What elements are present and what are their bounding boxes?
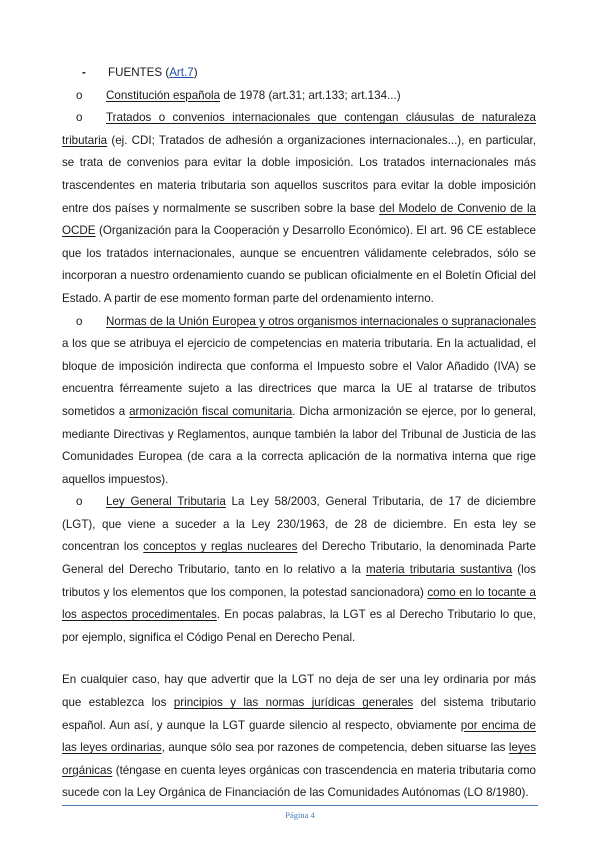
bullet-marker: o <box>76 314 83 328</box>
item-lgt <box>62 491 536 649</box>
item2-text: (ej. CDI; Tratados de adhesión a organizaciones internacionales...), en particular, se trata de convenios para evitar la doble imposición. Los tratados internacionales más trascendentes en materia tributaria son aquellos suscritos para evitar la doble imposición entre dos países y normalmente se suscriben sobre la base <box>62 133 536 215</box>
item3-underlined: Normas de la Unión Europea y otros organismos internacionales o supranacionales <box>106 314 536 328</box>
item4-underlined-procedimentales: como en lo tocante a los aspectos procedimentales <box>62 585 536 622</box>
closing-underlined-principios: principios y las normas jurídicas generales <box>173 696 414 710</box>
closing-underlined-encima: por encima de las leyes ordinarias <box>62 718 536 755</box>
item4-underlined-conceptos: conceptos y reglas nucleares <box>143 540 298 554</box>
closing-underlined-organicas: leyes orgánicas <box>62 741 536 777</box>
bullet-marker: o <box>76 495 83 509</box>
dash-marker: - <box>82 66 86 79</box>
item3-underlined-armonizacion: armonización fiscal comunitaria <box>129 404 293 418</box>
item2-underlined: Tratados o convenios internacionales que contengan cláusulas de naturaleza tributaria <box>62 111 536 147</box>
item4-text-4: . En pocas palabras, la LGT es al Derecho Tributario lo que, por ejemplo, significa el Código Penal en Derecho Penal. <box>62 608 537 644</box>
item1-underlined: Constitución española <box>106 88 221 102</box>
item-constitucion <box>62 85 536 108</box>
item4-text-3: (los tributos y los elementos que los componen, la potestad sancionadora) <box>62 563 536 599</box>
item4-underlined: Ley General Tributaria <box>106 495 226 509</box>
item4-underlined-materia: materia tributaria sustantiva <box>365 563 513 577</box>
item1-text: de 1978 (art.31; art.133; art.134...) <box>220 88 401 102</box>
item3-text-2: . Dicha armonización se ejerce, por lo general, mediante Directivas y Reglamentos, aunque también la labor del Tribunal de Justicia de las Comunidades Europea (de cara a la correcta aplicación de la normativa interna que rige aquellos impuestos). <box>62 404 536 486</box>
item2-text-2: (Organización para la Cooperación y Desarrollo Económico). El art. 96 CE establece que los tratados internacionales, aunque se encuentren válidamente celebrados, sólo se incorporan a nuestro ordenamiento cuando se publican oficialmente en el Boletín Oficial del Estado. A partir de ese momento forman parte del ordenamiento interno. <box>62 224 536 305</box>
closing-text-4: (téngase en cuenta leyes orgánicas con trascendencia en materia tributaria como sucede con la Ley Orgánica de Financiación de las Comunidades Autónomas (LO 8/1980). <box>62 763 536 800</box>
paragraph-gap <box>62 649 536 669</box>
closing-text-2: del sistema tributario español. Aun así, y aunque la LGT guarde silencio al respecto, obviamente <box>62 696 536 732</box>
item4-text-2: del Derecho Tributario, la denominada Parte General del Derecho Tributario, tanto en lo relativo a la <box>62 540 536 577</box>
page-content <box>62 62 536 805</box>
item-normas-ue <box>62 311 536 492</box>
bullet-marker: o <box>76 111 83 125</box>
heading-label: FUENTES ( <box>108 66 170 79</box>
page-number: Página 4 <box>285 810 315 820</box>
item4-text: La Ley 58/2003, General Tributaria, de 17 de diciembre (LGT), que viene a suceder a la Ley 230/1963, de 28 de diciembre. En esta ley se concentran los <box>62 495 536 554</box>
item3-text: a los que se atribuya el ejercicio de competencias en materia tributaria. En la actualidad, el bloque de imposición indirecta que conforma el Impuesto sobre el Valor Añadido (IVA) se encuentra férreamente sujeto a las directrices que marca la UE al tratarse de tributos sometidos a <box>62 337 536 418</box>
item-tratados <box>62 107 536 310</box>
art7-link[interactable]: Art.7 <box>169 66 194 79</box>
closing-text-3: , aunque sólo sea por razones de competencia, deben situarse las <box>161 741 509 755</box>
closing-paragraph <box>62 669 536 805</box>
section-heading <box>62 62 536 85</box>
bullet-marker: o <box>76 88 83 102</box>
heading-close: ) <box>193 66 198 79</box>
footer-divider <box>62 805 538 806</box>
closing-text: En cualquier caso, hay que advertir que la LGT no deja de ser una ley ordinaria por más que establezca los <box>62 673 536 710</box>
item2-underlined-ocde: del Modelo de Convenio de la OCDE <box>62 201 537 238</box>
